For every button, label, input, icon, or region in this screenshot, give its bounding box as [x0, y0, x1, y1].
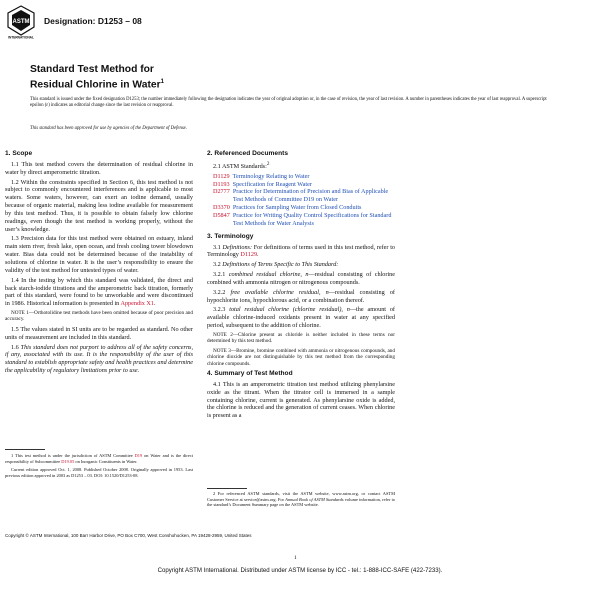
committee-link[interactable]: D19: [134, 453, 143, 458]
footnote-rule-right: [207, 488, 247, 489]
issued-statement: This standard is issued under the fixed designation D1253; the number immediately following the designation indicates the year of original adoption or, in the case of revision, the year of last revision. A number in parentheses indicates the year of last reapproval. A superscript epsilon (ε) indicates an editorial change since the last revision or reapproval.: [30, 97, 547, 109]
note-3: NOTE 3—Bromine, bromine combined with ammonia or nitrogenous compounds, and chlorine dioxide are not distinguishable by this test method from the corresponding chlorine compounds.: [207, 347, 395, 367]
footnote-1: 1 This test method is under the jurisdiction of ASTM Committee D19 on Water and is the direct responsibility of Subcommittee D19.05 on Inorganic Constituents in Water. Current edition approved Oct. 1, 2008. Published October 2008. Originally approved in 1953. Last previous edition approved in 2003 as D1253 – 03. DOI: 10.1520/D1253-08.: [5, 453, 193, 478]
subcommittee-link[interactable]: D19.05: [61, 458, 75, 464]
para-1-6: 1.6 This standard does not purport to address all of the safety concerns, if any, associated with its use. It is the responsibility of the user of this standard to establish appropriate safety and health practices and determine the applicability of regulatory limitations prior to use.: [5, 343, 193, 375]
svg-text:INTERNATIONAL: INTERNATIONAL: [8, 35, 34, 39]
para-4-1: 4.1 This is an amperometric titration test method utilizing phenylarsine oxide as the titrant. When the titrator cell is immersed in a sample containing chlorine, current is generated. As phenylarsine oxide is added, the chlorine is reduced and the generation of current ceases. When chlorine is present as a: [207, 380, 395, 420]
page-number: 1: [294, 555, 297, 561]
footnote-ref-2[interactable]: 2: [266, 160, 270, 167]
footnote-ref-1[interactable]: 1: [160, 79, 164, 85]
section-heading-terminology: 3. Terminology: [207, 232, 254, 240]
note-2: NOTE 2—Chlorine present as chloride is neither included in these terms nor determined by this test method.: [207, 331, 395, 345]
ref-item[interactable]: D2777 Practice for Determination of Precision and Bias of Applicable Test Methods of Committee D19 on Water: [213, 188, 389, 204]
title-line-2: Residual Chlorine in Water$^1$: [30, 79, 164, 91]
ref-item[interactable]: D1129 Terminology Relating to Water: [213, 172, 310, 180]
footnote-rule-left: [5, 449, 45, 450]
svg-text:ASTM: ASTM: [12, 19, 30, 25]
terminology-link[interactable]: D1129: [240, 251, 258, 259]
para-3-2-2: 3.2.2 free available chlorine residual, n—residual consisting of hypochlorite ions, hypochlorous acid, or a combination thereof.: [207, 288, 395, 304]
designation: Designation: D1253 – 08: [44, 16, 142, 26]
para-3-2-1: 3.2.1 combined residual chlorine, n—residual consisting of chlorine combined with ammonia nitrogen or nitrogenous compounds.: [207, 271, 395, 286]
appendix-link[interactable]: Appendix X1: [120, 300, 154, 308]
page-title: [30, 64, 530, 91]
para-1-3: 1.3 Precision data for this test method were obtained on estuary, inland main stem river, fresh lake, open ocean, and fresh cooling tower blowdown water. Bias data could not be determined because of the instability of solutions of chlorine in water. It is the user’s responsibility to ensure the validity of the test method for untested types of water.: [5, 235, 193, 274]
section-heading-summary: 4. Summary of Test Method: [207, 369, 293, 377]
para-3-2: 3.2 Definitions of Terms Specific to This Standard:: [213, 261, 339, 269]
document-header: [6, 5, 596, 45]
left-column: [5, 150, 193, 377]
approved-statement: This standard has been approved for use by agencies of the Department of Defense.: [30, 126, 187, 131]
ref-item[interactable]: D3370 Practices for Sampling Water from Closed Conduits: [213, 204, 362, 212]
license-footer: Copyright ASTM International. Distributed under ASTM license by ICC - tel.: 1-888-ICC-SAFE (422-7233).: [157, 567, 443, 574]
copyright-line: Copyright © ASTM International, 100 Barr Harbor Drive, PO Box C700, West Conshohocken, PA 19428-2959, United States: [5, 533, 252, 538]
section-heading-referenced: 2. Referenced Documents: [207, 150, 288, 157]
para-1-4: 1.4 In the testing by which this standard was validated, the direct and back starch-iodide titrations and the amperometric back titration, formerly part of this standard, were found to be unworkable and were discontinued in 1986. Historical information is presented in Appendix X1.: [5, 276, 193, 308]
astm-logo-icon: [6, 5, 36, 39]
para-1-2: 1.2 Within the constraints specified in Section 6, this test method is not subject to commonly encountered interferences and is applicable to most waters. Some waters, however, can exert an iodine demand, usually because of organic material, making less iodine available for measurement by this test method. Thus, it is possible to obtain falsely low chlorine readings, even though the test method is working properly, without the user’s knowledge.: [5, 178, 193, 233]
para-1-1: 1.1 This test method covers the determination of residual chlorine in water by direct amperometric titration.: [5, 160, 193, 176]
footnote-1-edition: Current edition approved Oct. 1, 2008. Published October 2008. Originally approved in 1953. Last previous edition approved in 2003 as D1253 – 03. DOI: 10.1520/D1253-08.: [5, 467, 193, 478]
para-3-1: 3.1 Definitions: For definitions of terms used in this test method, refer to Terminology D1129.: [207, 243, 396, 259]
para-2-1: 2.1 ASTM Standards:$^2$: [213, 160, 270, 170]
right-column: [207, 150, 395, 422]
section-heading-scope: 1. Scope: [5, 150, 33, 157]
ref-item[interactable]: D5847 Practice for Writing Quality Control Specifications for Standard Test Methods for Water Analysis: [213, 211, 392, 227]
para-1-5: 1.5 The values stated in SI units are to be regarded as standard. No other units of measurement are included in this standard.: [5, 325, 193, 341]
para-3-2-3: 3.2.3 total residual chlorine (chlorine residual), n—the amount of available chlorine-induced oxidants present in water at any specified period, subsequent to the addition of chlorine.: [207, 306, 395, 330]
title-line-1: Standard Test Method for: [30, 64, 154, 75]
note-1: NOTE 1—Orthotolidine test methods have been omitted because of poor precision and accuracy.: [5, 310, 193, 323]
footnote-2: 2 For referenced ASTM standards, visit the ASTM website, www.astm.org, or contact ASTM Customer Service at service@astm.org. For Annual Book of ASTM Standards volume information, refer to the standard’s Document Summary page on the ASTM website.: [207, 491, 396, 508]
ref-item[interactable]: D1193 Specification for Reagent Water: [213, 180, 312, 188]
